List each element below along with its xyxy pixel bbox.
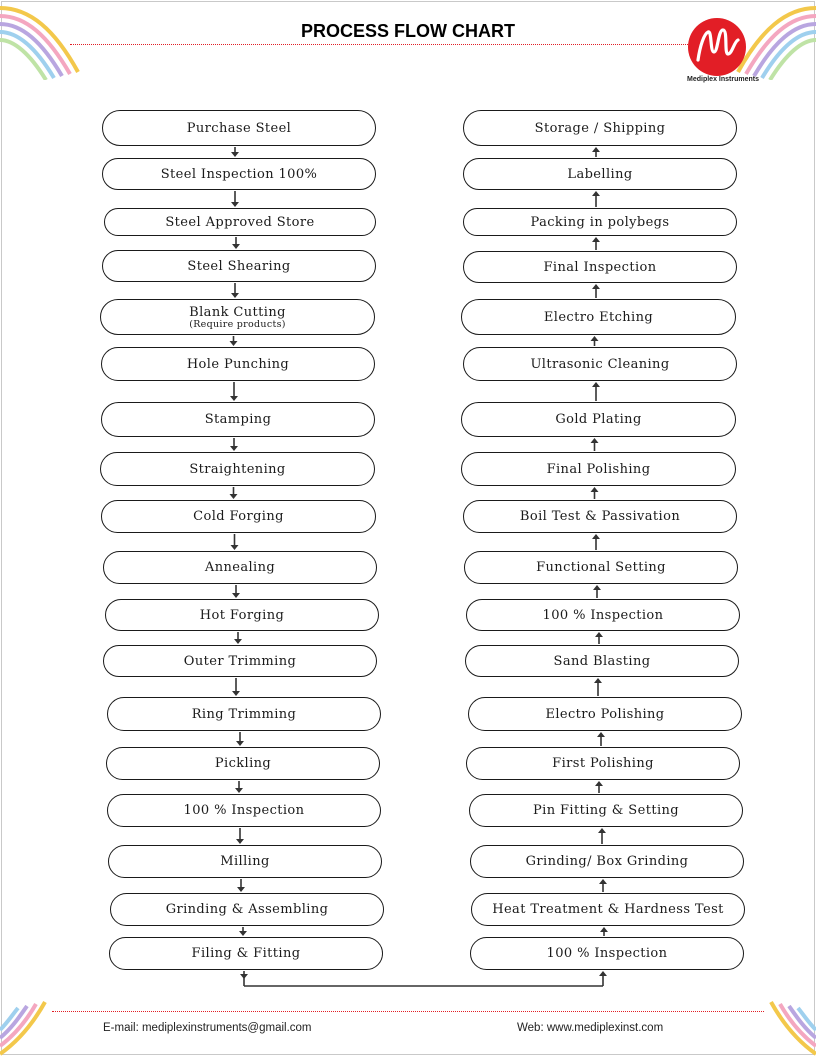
left-step-box [101,402,375,437]
right-step-label: Gold Plating [555,412,642,427]
right-step-box [463,251,737,283]
down-arrow-icon [231,293,239,298]
right-step-label: Ultrasonic Cleaning [530,356,670,372]
right-step-box [463,208,737,236]
left-step-box [107,794,381,827]
right-step-label: 100 % Inspection [542,607,664,623]
left-step-box [107,697,381,731]
page-title: PROCESS FLOW CHART [301,21,515,41]
left-step-label: Filing & Fitting [191,946,301,961]
left-step-box [110,893,384,926]
down-arrow-icon [234,639,242,644]
up-arrow-icon [599,971,607,976]
left-step-label: Milling [220,854,270,869]
left-step-box [101,347,375,381]
right-step-label: Functional Setting [536,560,666,575]
right-step-box [461,452,736,486]
right-step-box [468,697,742,731]
down-arrow-icon [236,839,244,844]
right-step-box [463,158,737,190]
down-arrow-icon [235,788,243,793]
right-step-label: Packing in polybegs [530,214,670,230]
right-step-box [463,110,737,146]
left-step-label: Grinding & Assembling [165,902,329,917]
left-step-label: Outer Trimming [183,653,297,669]
right-step-box [466,747,740,780]
left-step-label: Straightening [189,461,286,477]
right-step-label: Pin Fitting & Setting [532,803,680,818]
left-step-label: Purchase Steel [186,120,292,136]
left-step-box [105,599,379,631]
right-step-label: Final Inspection [543,259,657,275]
left-step-box [102,110,376,146]
left-step-label: Ring Trimming [191,706,297,722]
left-step-label: Steel Approved Store [165,214,315,230]
down-arrow-icon [230,341,238,346]
left-step-label: Cold Forging [193,509,284,524]
left-step-label: Steel Inspection 100% [160,166,318,182]
footer-web: Web: www.mediplexinst.com [517,1022,664,1034]
right-step-label: First Polishing [552,756,654,771]
right-step-box [461,402,736,437]
left-step-box [104,208,376,236]
right-step-box [470,937,744,970]
right-step-box [461,299,736,335]
left-step-label: 100 % Inspection [183,803,305,818]
right-step-box [466,599,740,631]
left-step-label: Annealing [204,560,276,575]
left-step-box [102,158,376,190]
down-arrow-icon [232,691,240,696]
left-step-label: Pickling [214,756,272,771]
right-step-label: Electro Polishing [545,706,665,722]
left-step-box [101,500,376,533]
left-step-box [103,645,377,677]
right-step-box [470,845,744,878]
down-arrow-icon [230,494,238,499]
left-step-box [109,937,383,970]
right-step-label: Boil Test & Passivation [519,509,681,524]
right-step-box [463,500,737,533]
down-arrow-icon [237,887,245,892]
down-arrow-icon [232,244,240,249]
left-step-label: Hot Forging [199,607,285,623]
right-step-label: Grinding/ Box Grinding [525,854,689,869]
right-step-box [465,645,739,677]
down-arrow-icon [230,446,238,451]
left-step-box [102,250,376,282]
down-arrow-icon [239,931,247,936]
right-step-label: Storage / Shipping [534,120,666,136]
down-arrow-icon [232,593,240,598]
right-step-box [464,551,738,584]
left-step-box [100,299,375,335]
right-step-label: 100 % Inspection [546,946,668,961]
down-arrow-icon [230,396,238,401]
left-step-box [108,845,382,878]
down-arrow-icon [240,974,248,979]
left-step-sublabel: (Require products) [189,318,286,330]
left-step-box [100,452,375,486]
left-step-label: Hole Punching [186,356,290,372]
left-step-label: Blank Cutting [189,304,286,320]
right-step-label: Heat Treatment & Hardness Test [492,902,724,917]
right-step-box [463,347,737,381]
footer-divider [52,1011,764,1012]
left-step-box [106,747,380,780]
right-step-box [471,893,745,926]
footer-email: E-mail: mediplexinstruments@gmail.com [103,1022,312,1034]
down-arrow-icon [231,202,239,207]
right-step-box [469,794,743,827]
left-step-box [103,551,377,584]
down-arrow-icon [236,741,244,746]
left-step-label: Steel Shearing [187,258,291,274]
right-step-label: Final Polishing [546,461,651,477]
down-arrow-icon [231,545,239,550]
brand-name: Mediplex Instruments [687,76,759,83]
right-step-label: Sand Blasting [553,653,651,669]
right-step-label: Labelling [567,166,633,182]
right-step-label: Electro Etching [543,309,654,325]
left-step-label: Stamping [204,412,272,427]
down-arrow-icon [231,152,239,157]
